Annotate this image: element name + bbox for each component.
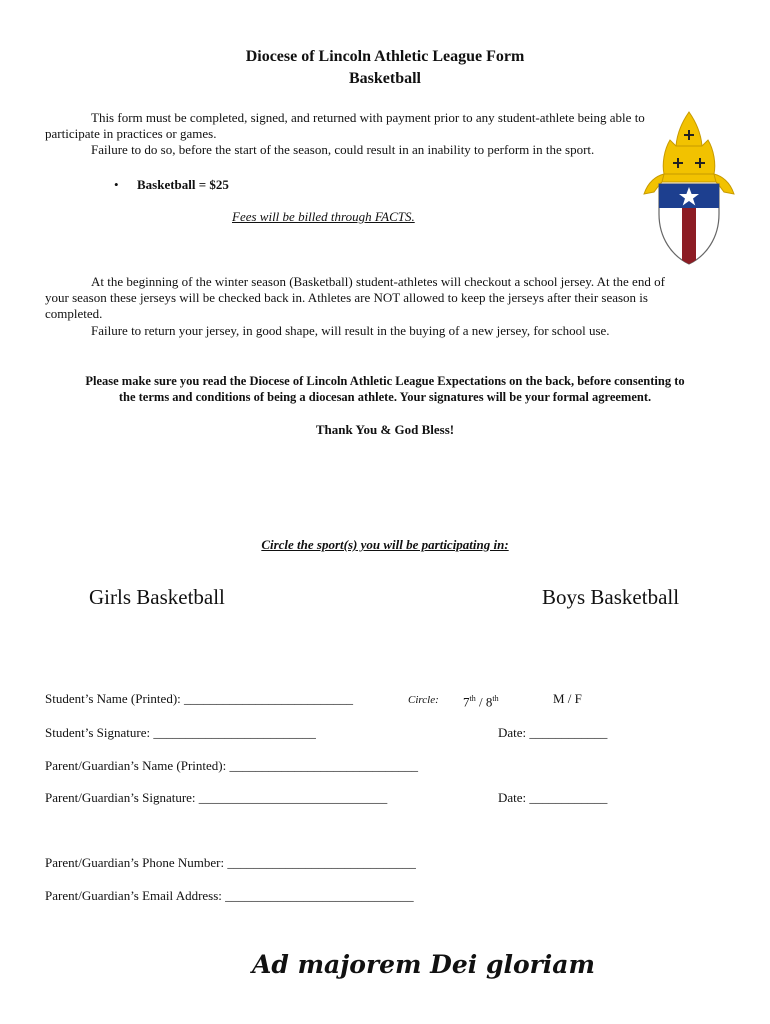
circle-label: Circle: — [408, 694, 439, 706]
grade-8: / 8 — [475, 694, 493, 710]
diocese-crest-icon — [642, 110, 736, 266]
parent-signature-field[interactable]: Parent/Guardian’s Signature: _____________________________ — [45, 790, 388, 805]
notice-line-1: Please make sure you read the Diocese of Lincoln Athletic League Expectations on the back, before consenting to — [85, 374, 685, 388]
jersey-line-1: At the beginning of the winter season (Basketball) student-athletes will checkout a school jersey. At the end of — [91, 274, 665, 289]
sport-option-girls[interactable]: Girls Basketball — [89, 585, 225, 609]
grade-options[interactable] — [463, 691, 499, 710]
fee-bullet: • — [114, 177, 119, 192]
sport-option-boys[interactable]: Boys Basketball — [542, 585, 680, 609]
billing-note: Fees will be billed through FACTS. — [232, 209, 415, 224]
intro-line-2: participate in practices or games. — [45, 126, 217, 141]
grade-7-suffix: th — [469, 694, 476, 703]
student-signature-field[interactable]: Student’s Signature: _________________________ — [45, 725, 316, 740]
jersey-line-2: your season these jerseys will be checked back in. Athletes are NOT allowed to keep the jerseys after their season is — [45, 290, 648, 305]
parent-name-field[interactable]: Parent/Guardian’s Name (Printed): _____________________________ — [45, 758, 418, 773]
intro-line-3: Failure to do so, before the start of the season, could result in an inability to perform in the sport. — [91, 142, 595, 157]
intro-line-1: This form must be completed, signed, and returned with payment prior to any student-athlete being able to — [91, 110, 645, 125]
motto: Ad majorem Dei gloriam — [252, 950, 595, 979]
grade-8-suffix: th — [492, 694, 499, 703]
gender-options[interactable]: M / F — [553, 691, 582, 706]
notice-line-2: the terms and conditions of being a diocesan athlete. Your signatures will be your formal agreement. — [118, 390, 652, 404]
jersey-line-3: completed. — [45, 306, 103, 321]
thank-you: Thank You & God Bless! — [315, 422, 455, 437]
jersey-line-4: Failure to return your jersey, in good shape, will result in the buying of a new jersey, for school use. — [91, 323, 610, 338]
form-sport-title: Basketball — [348, 70, 421, 87]
parent-phone-field[interactable]: Parent/Guardian’s Phone Number: _____________________________ — [45, 855, 416, 870]
grade-7: 7 — [463, 694, 470, 710]
parent-email-field[interactable]: Parent/Guardian’s Email Address: _____________________________ — [45, 888, 414, 903]
student-date-field[interactable]: Date: ____________ — [498, 725, 608, 740]
student-name-field[interactable]: Student’s Name (Printed): __________________________ — [45, 691, 354, 706]
sport-instruction: Circle the sport(s) you will be participating in: — [261, 537, 509, 552]
parent-date-field[interactable]: Date: ____________ — [498, 790, 608, 805]
fee-amount: Basketball = $25 — [137, 177, 229, 192]
form-title: Diocese of Lincoln Athletic League Form — [245, 48, 525, 65]
